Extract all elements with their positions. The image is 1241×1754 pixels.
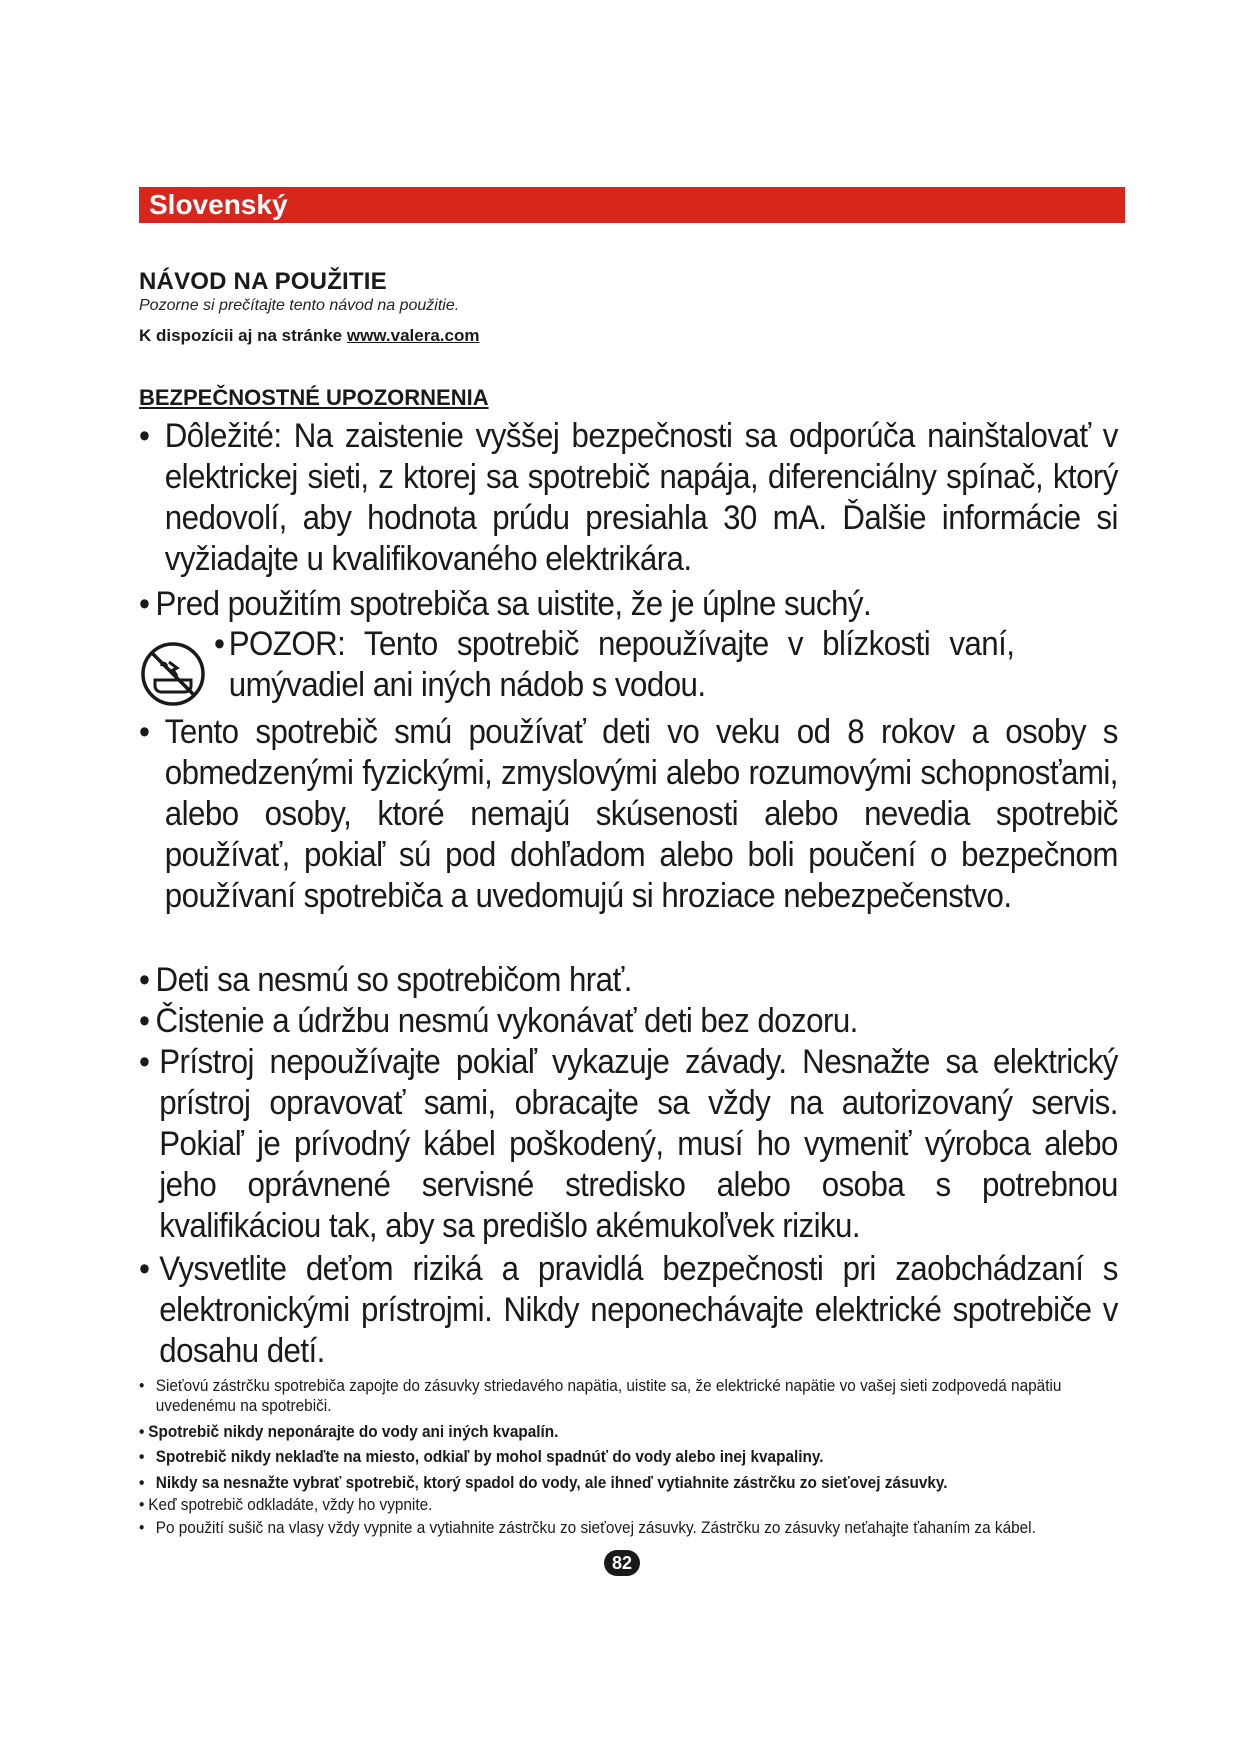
section-title: BEZPEČNOSTNÉ UPOZORNENIA	[139, 385, 489, 410]
manual-title: NÁVOD NA POUŽITIE	[139, 268, 387, 295]
safety-item-3	[214, 624, 1014, 706]
bullet: •	[139, 1377, 145, 1395]
language-label: Slovenský	[149, 189, 288, 220]
bullet: •	[139, 1448, 145, 1466]
small-item-5	[139, 1495, 1069, 1515]
no-water-bath-icon	[139, 640, 207, 708]
bullet: •	[139, 1002, 150, 1040]
manual-subtitle: Pozorne si prečítajte tento návod na použitie.	[139, 297, 460, 314]
small-item-text: Spotrebič nikdy neponárajte do vody ani iných kvapalín.	[148, 1423, 559, 1441]
safety-item-text: POZOR: Tento spotrebič nepoužívajte v blízkosti vaní, umývadiel ani iných nádob s vodou.	[228, 625, 1015, 704]
bullet: •	[139, 585, 150, 623]
small-item-2	[139, 1422, 1069, 1442]
page-number: 82	[604, 1550, 640, 1576]
safety-item-2	[139, 584, 1118, 625]
safety-item-text: Dôležité: Na zaistenie vyššej bezpečnosti sa odporúča nainštalovať v elektrickej sieti, z ktorej sa spotrebič napája, diferenciálny spínač, ktorý nedovolí, aby hodnota prúdu presiahla 30 mA. Ďalšie informácie si vyžiadajte u kvalifikovaného elektrikára.	[164, 417, 1118, 578]
safety-item-1	[139, 416, 1118, 580]
small-item-text: Spotrebič nikdy neklaďte na miesto, odkiaľ by mohol spadnúť do vody alebo inej kvapaliny.	[155, 1448, 824, 1466]
safety-item-7	[139, 1042, 1118, 1247]
safety-item-text: Tento spotrebič smú používať deti vo veku od 8 rokov a osoby s obmedzenými fyzickými, zmyslovými alebo rozumovými schopnosťami, alebo osoby, ktoré nemajú skúsenosti alebo nevedia spotrebič používať, pokiaľ sú pod dohľadom alebo boli poučení o bezpečnom používaní spotrebiča a uvedomujú si hroziace nebezpečenstvo.	[164, 713, 1118, 915]
small-item-text: Nikdy sa nesnažte vybrať spotrebič, ktorý spadol do vody, ale ihneď vytiahnite zástrčku zo sieťovej zásuvky.	[155, 1474, 948, 1492]
safety-item-5	[139, 960, 1118, 1001]
safety-item-text: Pred použitím spotrebiča sa uistite, že je úplne suchý.	[155, 585, 872, 623]
bullet: •	[139, 1474, 145, 1492]
safety-item-text: Deti sa nesmú so spotrebičom hrať.	[155, 961, 632, 999]
availability-line	[139, 326, 479, 346]
small-item-text: Keď spotrebič odkladáte, vždy ho vypnite.	[148, 1496, 433, 1514]
small-item-6	[139, 1518, 1069, 1538]
safety-item-8	[139, 1249, 1118, 1372]
availability-text: K dispozícii aj na stránke	[139, 326, 343, 345]
bullet: •	[139, 1519, 145, 1537]
bullet: •	[139, 713, 150, 751]
safety-item-4	[139, 712, 1118, 917]
language-header-bar	[139, 187, 1125, 223]
bullet: •	[214, 625, 225, 663]
small-item-text: Po použití sušič na vlasy vždy vypnite a vytiahnite zástrčku zo sieťovej zásuvky. Zástrčku zo zásuvky neťahajte ťahaním za kábel.	[155, 1519, 1036, 1537]
bullet: •	[139, 417, 150, 455]
bullet: •	[139, 1496, 145, 1514]
safety-item-text: Prístroj nepoužívajte pokiaľ vykazuje závady. Nesnažte sa elektrický prístroj opravovať sami, obracajte sa vždy na autorizovaný servis. Pokiaľ je prívodný kábel poškodený, musí ho vymeniť výrobca alebo jeho oprávnené servisné stredisko alebo osoba s potrebnou kvalifikáciou tak, aby sa predišlo akémukoľvek riziku.	[159, 1043, 1118, 1245]
bullet: •	[139, 1423, 145, 1441]
small-item-text: Sieťovú zástrčku spotrebiča zapojte do zásuvky striedavého napätia, uistite sa, že elektrické napätie vo vašej sieti zodpovedá napätiu uvedenému na spotrebiči.	[155, 1377, 1062, 1415]
bullet: •	[139, 961, 150, 999]
bullet: •	[139, 1250, 150, 1288]
safety-item-6	[139, 1001, 1118, 1042]
small-item-3	[139, 1447, 1069, 1467]
safety-item-text: Čistenie a údržbu nesmú vykonávať deti bez dozoru.	[155, 1002, 858, 1040]
small-item-1	[139, 1376, 1069, 1416]
safety-item-text: Vysvetlite deťom riziká a pravidlá bezpečnosti pri zaobchádzaní s elektronickými prístrojmi. Nikdy neponechávajte elektrické spotrebiče v dosahu detí.	[159, 1250, 1118, 1370]
small-item-4	[139, 1473, 1069, 1493]
website-link[interactable]: www.valera.com	[346, 326, 480, 345]
bullet: •	[139, 1043, 150, 1081]
